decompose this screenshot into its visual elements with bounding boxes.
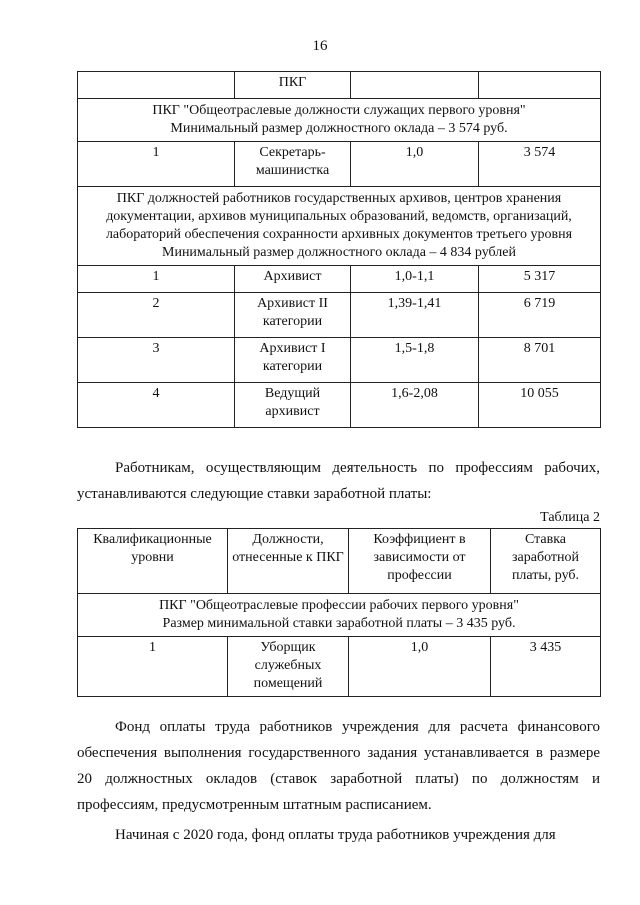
group-title: ПКГ "Общеотраслевые профессии рабочих первого уровня" — [159, 598, 519, 613]
position-cell: Секретарь-машинистка — [235, 142, 351, 187]
group-header-row — [78, 594, 601, 637]
group-header-cell — [78, 187, 601, 266]
header-cell: Должности, отнесенные к ПКГ — [228, 529, 349, 594]
header-cell: Квалификационные уровни — [78, 529, 228, 594]
group-min-salary: Минимальный размер должностного оклада – 3 574 руб. — [170, 121, 508, 136]
group-header-row — [78, 187, 601, 266]
rate-cell: 8 701 — [479, 338, 601, 383]
rate-cell: 3 574 — [479, 142, 601, 187]
group-title: ПКГ должностей работников государственных архивов, центров хранения документации, архивов муниципальных образований, ведомств, организаций, лабораторий обеспечения сохранности архивных документов третьего уровня — [105, 191, 573, 242]
header-cell — [78, 72, 235, 99]
rate-cell: 3 435 — [491, 637, 601, 697]
header-cell — [479, 72, 601, 99]
group-header-cell — [78, 99, 601, 142]
position-cell: Архивист — [235, 266, 351, 293]
rate-cell: 6 719 — [479, 293, 601, 338]
coef-cell: 1,6-2,08 — [351, 383, 479, 428]
position-cell: Ведущий архивист — [235, 383, 351, 428]
header-cell: Ставка заработной платы, руб. — [491, 529, 601, 594]
group-title: ПКГ "Общеотраслевые должности служащих первого уровня" — [152, 103, 526, 118]
table-row — [78, 383, 601, 428]
table-row — [78, 142, 601, 187]
rate-cell: 5 317 — [479, 266, 601, 293]
level-cell: 1 — [78, 637, 228, 697]
rate-cell: 10 055 — [479, 383, 601, 428]
coef-cell: 1,39-1,41 — [351, 293, 479, 338]
header-cell — [351, 72, 479, 99]
table2-caption: Таблица 2 — [540, 510, 600, 525]
position-cell: Уборщик служебных помещений — [228, 637, 349, 697]
header-cell: Коэффициент в зависимости от профессии — [349, 529, 491, 594]
paragraph-workers-rates: Работникам, осуществляющим деятельность по профессиям рабочих, устанавливаются следующие ставки заработной платы: — [77, 460, 600, 502]
header-cell: ПКГ — [235, 72, 351, 99]
salary-table-employees — [77, 71, 601, 428]
level-cell: 3 — [78, 338, 235, 383]
table-row — [78, 266, 601, 293]
position-cell: Архивист I категории — [235, 338, 351, 383]
group-min-rate: Размер минимальной ставки заработной платы – 3 435 руб. — [162, 616, 516, 631]
table-row — [78, 637, 601, 697]
page-number: 16 — [312, 38, 328, 54]
table-header-row — [78, 72, 601, 99]
level-cell: 2 — [78, 293, 235, 338]
coef-cell: 1,0 — [351, 142, 479, 187]
position-cell: Архивист II категории — [235, 293, 351, 338]
level-cell: 4 — [78, 383, 235, 428]
table-header-row — [78, 529, 601, 594]
salary-table-workers — [77, 528, 601, 697]
table-row — [78, 293, 601, 338]
group-min-salary: Минимальный размер должностного оклада – 4 834 рублей — [162, 245, 516, 260]
group-header-cell — [78, 594, 601, 637]
level-cell: 1 — [78, 142, 235, 187]
coef-cell: 1,5-1,8 — [351, 338, 479, 383]
coef-cell: 1,0-1,1 — [351, 266, 479, 293]
table-row — [78, 338, 601, 383]
coef-cell: 1,0 — [349, 637, 491, 697]
paragraph-payroll-fund: Фонд оплаты труда работников учреждения для расчета финансового обеспечения выполнения государственного задания устанавливается в размере 20 должностных окладов (ставок заработной платы) по должностям и профессиям, предусмотренным штатным расписанием. — [77, 719, 600, 813]
level-cell: 1 — [78, 266, 235, 293]
group-header-row — [78, 99, 601, 142]
paragraph-from-2020: Начиная с 2020 года, фонд оплаты труда работников учреждения для — [115, 827, 556, 843]
